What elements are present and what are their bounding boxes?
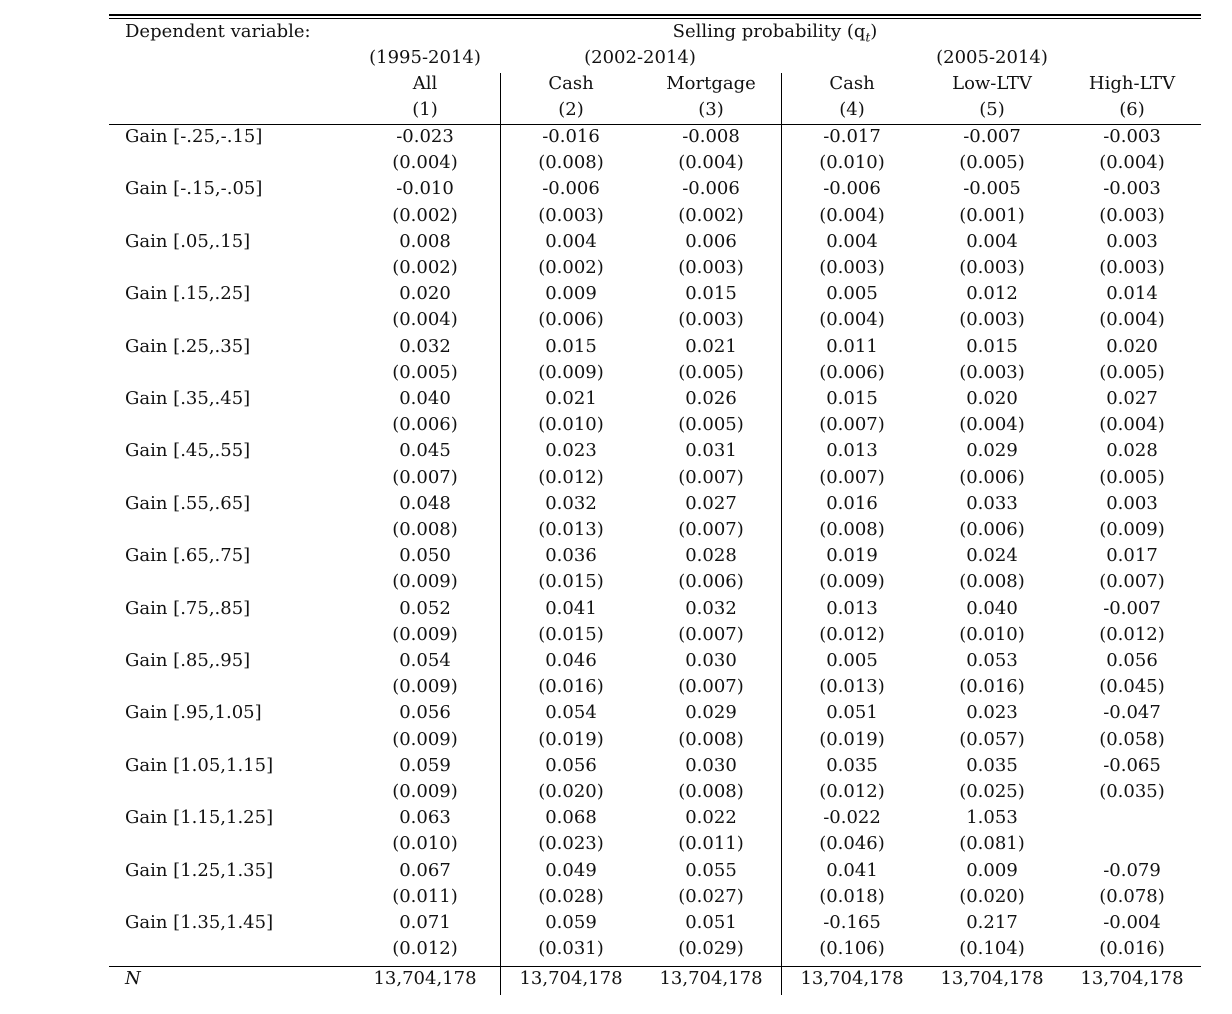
- se-cell: (0.004): [1099, 309, 1165, 331]
- se-cell: (0.018): [819, 885, 885, 907]
- coef-cell: -0.006: [542, 178, 600, 200]
- col-name-4: Cash: [829, 73, 875, 94]
- col-num-3: (3): [698, 99, 724, 120]
- se-cell: (0.078): [1099, 885, 1165, 907]
- coef-cell: 0.023: [545, 440, 597, 462]
- top-rule: [109, 14, 1201, 16]
- observations-label: N: [125, 968, 141, 989]
- dependent-variable-label: Dependent variable:: [125, 21, 311, 42]
- se-cell: (0.003): [538, 204, 604, 226]
- se-cell: (0.004): [819, 309, 885, 331]
- coef-cell: 0.053: [966, 650, 1018, 671]
- se-cell: (0.012): [819, 623, 885, 645]
- se-cell: (0.003): [959, 309, 1025, 331]
- se-cell: (0.001): [959, 204, 1025, 226]
- se-cell: (0.008): [678, 781, 744, 802]
- coef-cell: 0.029: [966, 440, 1018, 462]
- coef-cell: 0.032: [545, 492, 597, 514]
- coef-cell: -0.003: [1103, 126, 1161, 147]
- coef-cell: 0.041: [826, 859, 878, 881]
- coef-cell: 0.032: [399, 335, 451, 357]
- se-cell: (0.020): [538, 781, 604, 802]
- se-cell: (0.007): [819, 466, 885, 488]
- se-cell: (0.104): [959, 938, 1025, 960]
- coef-cell: 0.030: [685, 754, 737, 776]
- coef-cell: 0.054: [545, 702, 597, 724]
- row-label: Gain [-.15,-.05]: [125, 178, 263, 200]
- row-label: Gain [.15,.25]: [125, 283, 251, 305]
- coef-cell: 0.027: [1106, 388, 1158, 409]
- row-label: Gain [-.25,-.15]: [125, 126, 263, 147]
- coef-cell: -0.165: [823, 912, 881, 933]
- se-cell: (0.009): [392, 623, 458, 645]
- col-num-1: (1): [412, 99, 438, 120]
- se-cell: (0.081): [959, 833, 1025, 855]
- se-cell: (0.013): [538, 519, 604, 540]
- se-cell: (0.031): [538, 938, 604, 960]
- coef-cell: 0.015: [545, 335, 597, 357]
- se-cell: (0.012): [819, 781, 885, 802]
- coef-cell: -0.005: [963, 178, 1021, 200]
- dependent-variable-value: Selling probability $(q_t)$: [672, 21, 878, 45]
- coef-cell: 0.063: [399, 807, 451, 829]
- coef-cell: 0.012: [966, 283, 1018, 305]
- coef-cell: 0.040: [966, 597, 1018, 619]
- se-cell: (0.045): [1099, 676, 1165, 698]
- column-separator-2: [781, 73, 782, 995]
- se-cell: (0.006): [819, 361, 885, 383]
- column-separator-1: [500, 73, 501, 995]
- se-cell: (0.008): [959, 571, 1025, 593]
- coef-cell: 0.033: [966, 492, 1018, 514]
- se-cell: (0.007): [392, 466, 458, 488]
- se-cell: (0.010): [959, 623, 1025, 645]
- coef-cell: 0.041: [545, 597, 597, 619]
- coef-cell: -0.065: [1103, 754, 1161, 776]
- se-cell: (0.006): [538, 309, 604, 331]
- coef-cell: 0.028: [685, 545, 737, 567]
- se-cell: (0.010): [819, 152, 885, 174]
- se-cell: (0.008): [392, 519, 458, 540]
- se-cell: (0.005): [1099, 361, 1165, 383]
- coef-cell: -0.017: [823, 126, 881, 147]
- se-cell: (0.007): [678, 519, 744, 540]
- col-name-5: Low-LTV: [952, 73, 1032, 94]
- coef-cell: 0.040: [399, 388, 451, 409]
- coef-cell: 0.015: [826, 388, 878, 409]
- se-cell: (0.011): [392, 885, 458, 907]
- coef-cell: -0.016: [542, 126, 600, 147]
- col-num-4: (4): [839, 99, 865, 120]
- period-1995-2014: (1995-2014): [369, 47, 481, 68]
- row-label: Gain [1.05,1.15]: [125, 754, 274, 776]
- coef-cell: 0.024: [966, 545, 1018, 567]
- coef-cell: 0.004: [826, 230, 878, 252]
- observations-6: 13,704,178: [1080, 968, 1184, 989]
- coef-cell: -0.010: [396, 178, 454, 200]
- col-num-2: (2): [558, 99, 584, 120]
- observations-2: 13,704,178: [519, 968, 623, 989]
- se-cell: (0.009): [538, 361, 604, 383]
- coef-cell: 0.014: [1106, 283, 1158, 305]
- coef-cell: 0.015: [685, 283, 737, 305]
- header-rule: [109, 124, 1201, 125]
- se-cell: (0.005): [678, 361, 744, 383]
- se-cell: (0.009): [392, 571, 458, 593]
- coef-cell: -0.006: [682, 178, 740, 200]
- coef-cell: 0.049: [545, 859, 597, 881]
- coef-cell: -0.008: [682, 126, 740, 147]
- coef-cell: 0.023: [966, 702, 1018, 724]
- se-cell: (0.008): [538, 152, 604, 174]
- row-label: Gain [1.25,1.35]: [125, 859, 274, 881]
- se-cell: (0.016): [538, 676, 604, 698]
- coef-cell: 0.021: [545, 388, 597, 409]
- coef-cell: 0.059: [399, 754, 451, 776]
- se-cell: (0.020): [959, 885, 1025, 907]
- q-subscript-wrap: t: [865, 30, 871, 45]
- se-cell: (0.002): [392, 257, 458, 278]
- se-cell: (0.009): [392, 728, 458, 750]
- coef-cell: 0.056: [545, 754, 597, 776]
- se-cell: (0.029): [678, 938, 744, 960]
- se-cell: (0.010): [538, 414, 604, 436]
- coef-cell: 0.055: [685, 859, 737, 881]
- row-label: Gain [1.15,1.25]: [125, 807, 274, 829]
- coef-cell: 0.021: [685, 335, 737, 357]
- se-cell: (0.006): [959, 466, 1025, 488]
- coef-cell: 0.032: [685, 597, 737, 619]
- coef-cell: 0.022: [685, 807, 737, 829]
- coef-cell: 0.003: [1106, 492, 1158, 514]
- row-label: Gain [.25,.35]: [125, 335, 251, 357]
- period-2005-2014: (2005-2014): [936, 47, 1048, 68]
- coef-cell: 0.013: [826, 440, 878, 462]
- row-label: Gain [.85,.95]: [125, 650, 251, 671]
- coef-cell: 0.006: [685, 230, 737, 252]
- coef-cell: 0.020: [966, 388, 1018, 409]
- coef-cell: 0.003: [1106, 230, 1158, 252]
- se-cell: (0.006): [959, 519, 1025, 540]
- se-cell: (0.005): [392, 361, 458, 383]
- se-cell: (0.008): [678, 728, 744, 750]
- se-cell: (0.015): [538, 623, 604, 645]
- se-cell: (0.002): [678, 204, 744, 226]
- row-label: Gain [1.35,1.45]: [125, 912, 274, 933]
- coef-cell: 0.051: [826, 702, 878, 724]
- coef-cell: 0.013: [826, 597, 878, 619]
- coef-cell: 0.017: [1106, 545, 1158, 567]
- period-2002-2014: (2002-2014): [584, 47, 696, 68]
- se-cell: (0.004): [819, 204, 885, 226]
- se-cell: (0.005): [1099, 466, 1165, 488]
- coef-cell: 0.004: [966, 230, 1018, 252]
- row-label: Gain [.65,.75]: [125, 545, 251, 567]
- se-cell: (0.035): [1099, 781, 1165, 802]
- coef-cell: 0.056: [399, 702, 451, 724]
- se-cell: (0.016): [1099, 938, 1165, 960]
- coef-cell: 0.071: [399, 912, 451, 933]
- coef-cell: 0.027: [685, 492, 737, 514]
- coef-cell: 0.009: [966, 859, 1018, 881]
- coef-cell: 0.030: [685, 650, 737, 671]
- se-cell: (0.002): [538, 257, 604, 278]
- se-cell: (0.006): [678, 571, 744, 593]
- col-name-6: High-LTV: [1088, 73, 1176, 94]
- observations-4: 13,704,178: [800, 968, 904, 989]
- coef-cell: 0.051: [685, 912, 737, 933]
- se-cell: (0.028): [538, 885, 604, 907]
- se-cell: (0.004): [959, 414, 1025, 436]
- se-cell: (0.009): [392, 676, 458, 698]
- coef-cell: 0.020: [1106, 335, 1158, 357]
- coef-cell: -0.079: [1103, 859, 1161, 881]
- coef-cell: 0.035: [826, 754, 878, 776]
- se-cell: (0.016): [959, 676, 1025, 698]
- se-cell: (0.004): [1099, 152, 1165, 174]
- coef-cell: -0.047: [1103, 702, 1161, 724]
- coef-cell: 0.068: [545, 807, 597, 829]
- se-cell: (0.019): [538, 728, 604, 750]
- coef-cell: 0.004: [545, 230, 597, 252]
- se-cell: (0.009): [392, 781, 458, 802]
- coef-cell: 0.005: [826, 650, 878, 671]
- se-cell: (0.012): [538, 466, 604, 488]
- coef-cell: 0.008: [399, 230, 451, 252]
- coef-cell: -0.022: [823, 807, 881, 829]
- se-cell: (0.004): [678, 152, 744, 174]
- coef-cell: 0.054: [399, 650, 451, 671]
- coef-cell: 0.011: [826, 335, 878, 357]
- se-cell: (0.004): [392, 309, 458, 331]
- se-cell: (0.106): [819, 938, 885, 960]
- se-cell: (0.005): [959, 152, 1025, 174]
- coef-cell: 0.016: [826, 492, 878, 514]
- se-cell: (0.023): [538, 833, 604, 855]
- se-cell: (0.007): [678, 676, 744, 698]
- se-cell: (0.025): [959, 781, 1025, 802]
- coef-cell: -0.007: [1103, 597, 1161, 619]
- row-label: Gain [.75,.85]: [125, 597, 251, 619]
- se-cell: (0.002): [392, 204, 458, 226]
- se-cell: (0.004): [1099, 414, 1165, 436]
- coef-cell: 0.056: [1106, 650, 1158, 671]
- coef-cell: 0.048: [399, 492, 451, 514]
- se-cell: (0.013): [819, 676, 885, 698]
- coef-cell: 0.005: [826, 283, 878, 305]
- coef-cell: -0.023: [396, 126, 454, 147]
- se-cell: (0.003): [1099, 204, 1165, 226]
- se-cell: (0.003): [1099, 257, 1165, 278]
- se-cell: (0.007): [678, 466, 744, 488]
- se-cell: (0.007): [819, 414, 885, 436]
- se-cell: (0.003): [678, 257, 744, 278]
- coef-cell: 1.053: [966, 807, 1018, 829]
- row-label: Gain [.95,1.05]: [125, 702, 262, 724]
- se-cell: (0.003): [959, 257, 1025, 278]
- se-cell: (0.057): [959, 728, 1025, 750]
- se-cell: (0.004): [392, 152, 458, 174]
- se-cell: (0.010): [392, 833, 458, 855]
- coef-cell: 0.045: [399, 440, 451, 462]
- observations-3: 13,704,178: [659, 968, 763, 989]
- coef-cell: 0.217: [966, 912, 1018, 933]
- se-cell: (0.012): [392, 938, 458, 960]
- se-cell: (0.011): [678, 833, 744, 855]
- se-cell: (0.012): [1099, 623, 1165, 645]
- coef-cell: 0.035: [966, 754, 1018, 776]
- se-cell: (0.009): [1099, 519, 1165, 540]
- coef-cell: 0.067: [399, 859, 451, 881]
- coef-cell: 0.046: [545, 650, 597, 671]
- coef-cell: 0.028: [1106, 440, 1158, 462]
- se-cell: (0.007): [678, 623, 744, 645]
- se-cell: (0.046): [819, 833, 885, 855]
- coef-cell: -0.004: [1103, 912, 1161, 933]
- col-num-6: (6): [1119, 99, 1145, 120]
- row-label: Gain [.45,.55]: [125, 440, 251, 462]
- se-cell: (0.003): [959, 361, 1025, 383]
- coef-cell: 0.036: [545, 545, 597, 567]
- observations-1: 13,704,178: [373, 968, 477, 989]
- row-label: Gain [.35,.45]: [125, 388, 251, 409]
- se-cell: (0.015): [538, 571, 604, 593]
- coef-cell: 0.031: [685, 440, 737, 462]
- coef-cell: 0.029: [685, 702, 737, 724]
- coef-cell: 0.026: [685, 388, 737, 409]
- row-label: Gain [.05,.15]: [125, 230, 251, 252]
- se-cell: (0.027): [678, 885, 744, 907]
- col-name-3: Mortgage: [666, 73, 756, 94]
- coef-cell: 0.019: [826, 545, 878, 567]
- coef-cell: 0.020: [399, 283, 451, 305]
- coef-cell: 0.009: [545, 283, 597, 305]
- col-name-2: Cash: [548, 73, 594, 94]
- col-name-1: All: [412, 73, 438, 94]
- row-label: Gain [.55,.65]: [125, 492, 251, 514]
- se-cell: (0.007): [1099, 571, 1165, 593]
- coef-cell: -0.007: [963, 126, 1021, 147]
- se-cell: (0.019): [819, 728, 885, 750]
- coef-cell: 0.052: [399, 597, 451, 619]
- coef-cell: -0.006: [823, 178, 881, 200]
- se-cell: (0.009): [819, 571, 885, 593]
- se-cell: (0.003): [678, 309, 744, 331]
- coef-cell: 0.050: [399, 545, 451, 567]
- observations-5: 13,704,178: [940, 968, 1044, 989]
- coef-cell: 0.015: [966, 335, 1018, 357]
- se-cell: (0.006): [392, 414, 458, 436]
- coef-cell: -0.003: [1103, 178, 1161, 200]
- se-cell: (0.003): [819, 257, 885, 278]
- coef-cell: 0.059: [545, 912, 597, 933]
- se-cell: (0.058): [1099, 728, 1165, 750]
- se-cell: (0.008): [819, 519, 885, 540]
- se-cell: (0.005): [678, 414, 744, 436]
- col-num-5: (5): [979, 99, 1005, 120]
